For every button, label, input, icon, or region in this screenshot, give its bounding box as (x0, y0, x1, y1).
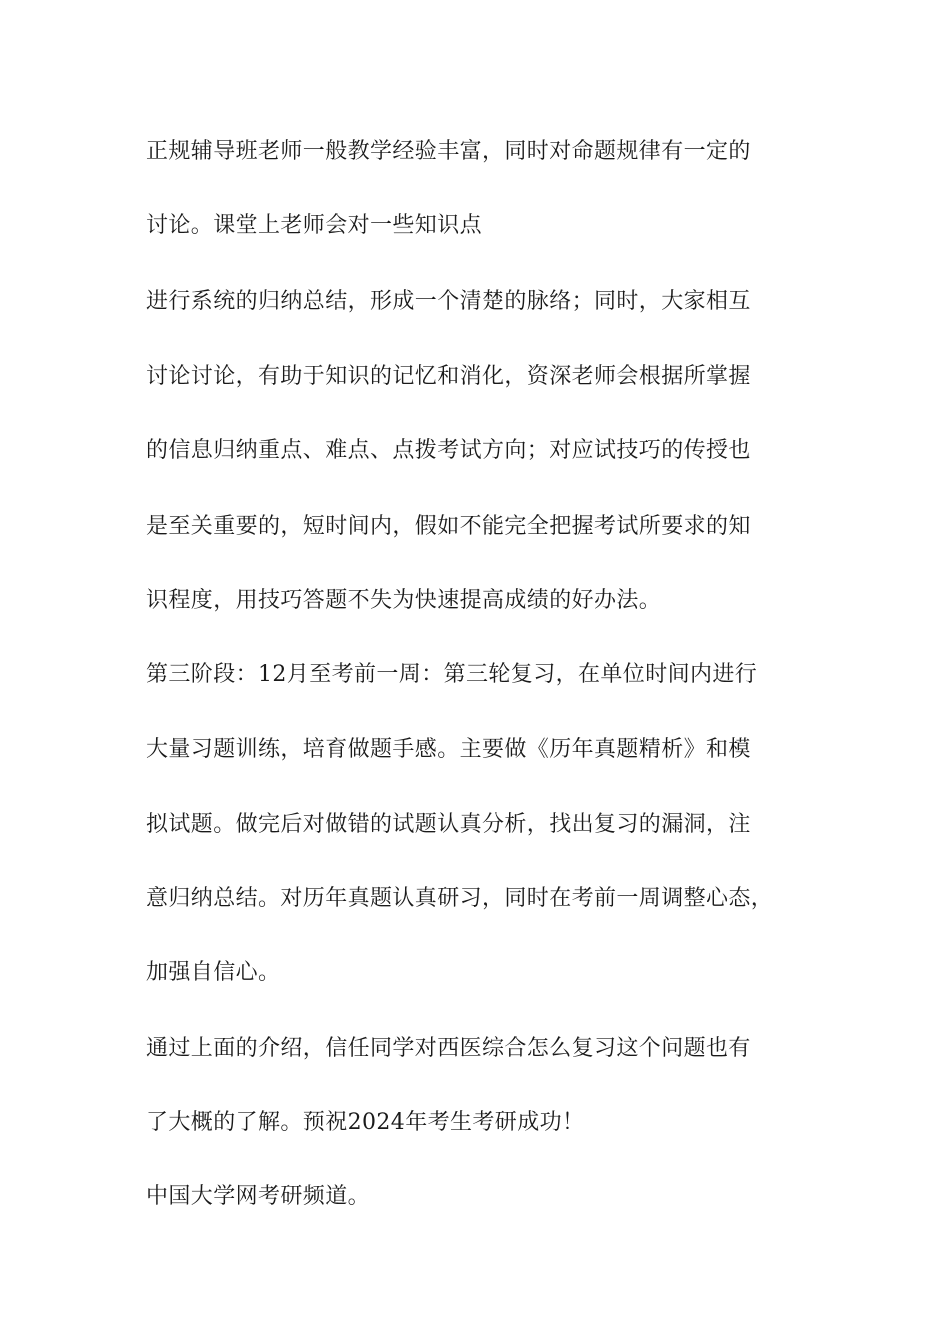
paragraph-line: 正规辅导班老师一般教学经验丰富，同时对命题规律有一定的 (146, 139, 751, 164)
paragraph-line: 识程度，用技巧答题不失为快速提高成绩的好办法。 (146, 588, 662, 613)
paragraph-line: 第三阶段：12月至考前一周：第三轮复习，在单位时间内进行 (146, 662, 758, 687)
paragraph-line: 通过上面的介绍，信任同学对西医综合怎么复习这个问题也有 (146, 1036, 751, 1061)
paragraph-line: 拟试题。做完后对做错的试题认真分析，找出复习的漏洞，注 (146, 812, 751, 837)
paragraph-line: 讨论讨论，有助于知识的记忆和消化，资深老师会根据所掌握 (146, 364, 751, 389)
paragraph-line: 意归纳总结。对历年真题认真研习，同时在考前一周调整心态， (146, 886, 774, 911)
paragraph-line: 大量习题训练，培育做题手感。主要做《历年真题精析》和模 (146, 737, 751, 762)
paragraph-line: 是至关重要的，短时间内，假如不能完全把握考试所要求的知 (146, 514, 751, 539)
paragraph-line: 讨论。课堂上老师会对一些知识点 (146, 213, 483, 238)
paragraph-line: 加强自信心。 (146, 960, 281, 985)
paragraph-line: 了大概的了解。预祝2024年考生考研成功！ (146, 1110, 585, 1135)
paragraph-line: 中国大学网考研频道。 (146, 1184, 371, 1209)
paragraph-line: 进行系统的归纳总结，形成一个清楚的脉络；同时，大家相互 (146, 289, 751, 314)
paragraph-line: 的信息归纳重点、难点、点拨考试方向；对应试技巧的传授也 (146, 438, 751, 463)
